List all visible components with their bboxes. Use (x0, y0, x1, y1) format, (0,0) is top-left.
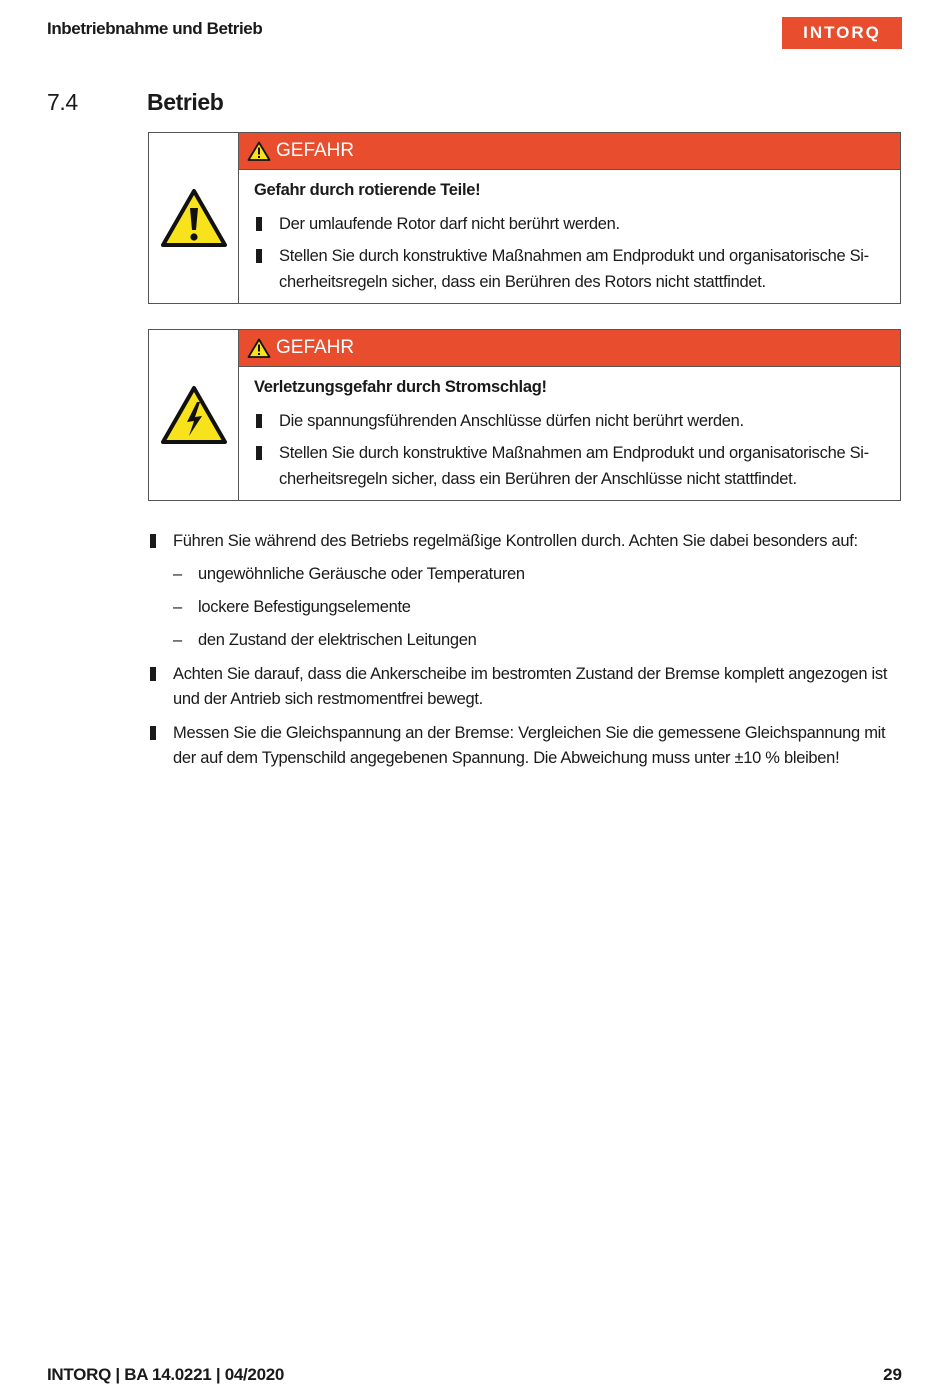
section-heading (47, 89, 223, 116)
dash-icon: – (173, 631, 182, 649)
instruction-item: Führen Sie während des Betriebs regelmäßige Kontrollen durch. Achten Sie dabei besonders auf: – ungewöhnliche Geräusche oder Temperaturen – lockere Befestigungselemente – den Zustand der elektrischen Leitungen (150, 529, 902, 653)
page-number: 29 (883, 1365, 902, 1384)
danger-list-item: Der umlaufende Rotor darf nicht berührt werden. (254, 211, 886, 237)
running-header: Inbetriebnahme und Betrieb (47, 19, 263, 38)
bullet-square-icon (150, 667, 156, 681)
check-list (173, 562, 902, 653)
danger-heading: Verletzungsgefahr durch Stromschlag! (254, 378, 547, 396)
small-warning-icon (247, 141, 271, 161)
operation-instructions (150, 529, 902, 780)
bullet-square-icon (256, 414, 262, 428)
danger-list-item: Stellen Sie durch konstruktive Maßnahmen am Endprodukt und organisatorische Si-cherheitsregeln sicher, dass ein Berühren des Rotors nicht stattfindet. (254, 243, 886, 295)
section-number: 7.4 (47, 89, 78, 115)
check-list-item: – ungewöhnliche Geräusche oder Temperaturen (173, 562, 902, 587)
danger-list-item: Die spannungsführenden Anschlüsse dürfen nicht berührt werden. (254, 408, 886, 434)
signal-word: GEFAHR (276, 337, 355, 358)
danger-signal-bar (239, 133, 900, 170)
instruction-item: Messen Sie die Gleichspannung an der Bremse: Vergleichen Sie die gemessene Gleichspannung mit der auf dem Typenschild angegebenen Spannung. Die Abweichung muss unter ±10 % bleiben! (150, 721, 902, 771)
danger-heading: Gefahr durch rotierende Teile! (254, 181, 481, 199)
danger-list-item: Stellen Sie durch konstruktive Maßnahmen am Endprodukt und organisatorische Si-cherheitsregeln sicher, dass ein Berühren der Anschlüsse nicht stattfindet. (254, 440, 886, 492)
warning-symbol-cell (149, 330, 239, 500)
bullet-square-icon (150, 534, 156, 548)
small-warning-icon (247, 338, 271, 358)
bullet-square-icon (256, 446, 262, 460)
bullet-square-icon (256, 217, 262, 231)
electric-shock-warning-icon (160, 385, 228, 445)
intorq-logo: INTORQ (782, 17, 902, 49)
general-warning-icon (160, 188, 228, 248)
danger-signal-bar (239, 330, 900, 367)
signal-word: GEFAHR (276, 140, 355, 161)
instruction-item: Achten Sie darauf, dass die Ankerscheibe im bestromten Zustand der Bremse komplett angezogen ist und der Antrieb sich restmomentfrei bewegt. (150, 662, 902, 712)
check-list-item: – lockere Befestigungselemente (173, 595, 902, 620)
check-list-item: – den Zustand der elektrischen Leitungen (173, 628, 902, 653)
dash-icon: – (173, 565, 182, 583)
danger-box-rotating-parts (148, 132, 901, 304)
section-title: Betrieb (147, 89, 224, 115)
bullet-square-icon (256, 249, 262, 263)
warning-symbol-cell (149, 133, 239, 303)
bullet-square-icon (150, 726, 156, 740)
danger-box-electric-shock (148, 329, 901, 501)
dash-icon: – (173, 598, 182, 616)
footer-document-ref: INTORQ | BA 14.0221 | 04/2020 (47, 1365, 285, 1384)
